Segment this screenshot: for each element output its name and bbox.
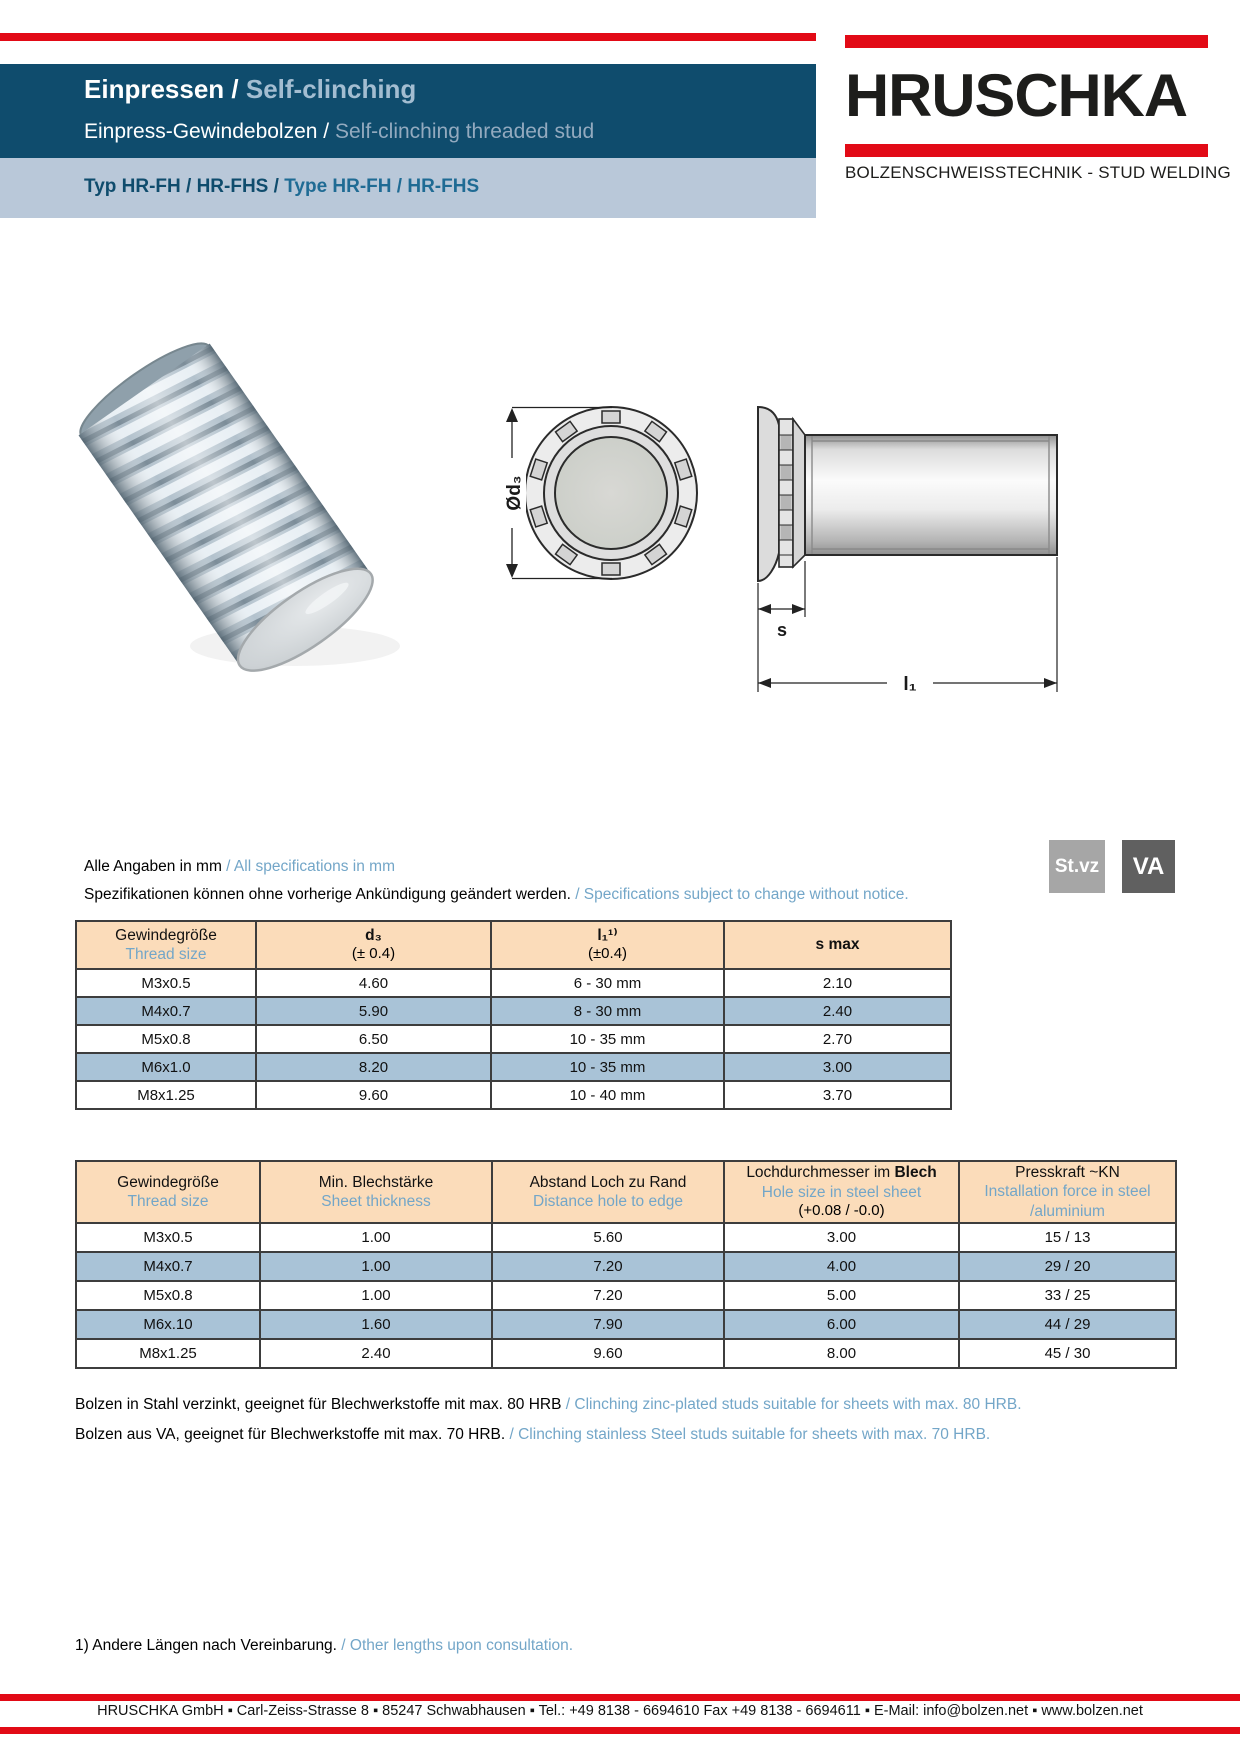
table-row: M8x1.25 2.40 9.60 8.00 45 / 30 (76, 1339, 1176, 1368)
stud-top-view-drawing (460, 340, 720, 640)
header-sheet-thickness: Min. Blechstärke Sheet thickness (260, 1161, 492, 1223)
table-row: M4x0.7 5.90 8 - 30 mm 2.40 (76, 997, 951, 1025)
logo-bar-top (845, 35, 1208, 48)
badge-stainless-steel: VA (1122, 840, 1175, 893)
header-thread-size: Gewindegröße Thread size (76, 1161, 260, 1223)
table-row: M3x0.5 1.00 5.60 3.00 15 / 13 (76, 1223, 1176, 1252)
dim-label-l1: l₁ (903, 674, 917, 695)
dimensions-table-header-row (76, 921, 951, 969)
page-title-en: Self-clinching (238, 74, 417, 104)
spec-note-line-2: Spezifikationen können ohne vorherige Ankündigung geändert werden. / Specifications subject to change without notice. (84, 886, 909, 903)
page-title (84, 74, 416, 105)
stud-photo (60, 330, 420, 695)
table-row: M5x0.8 6.50 10 - 35 mm 2.70 (76, 1025, 951, 1053)
header-band-light (0, 158, 816, 218)
table-row: M4x0.7 1.00 7.20 4.00 29 / 20 (76, 1252, 1176, 1281)
knurl-column (779, 419, 793, 567)
header-l1: l₁¹⁾ (±0.4) (491, 921, 724, 969)
type-line-en: Type HR-FH / HR-FHS (278, 176, 480, 197)
type-line (84, 176, 479, 198)
header-distance-hole-to-edge: Abstand Loch zu Rand Distance hole to edge (492, 1161, 724, 1223)
table-row: M6x1.0 8.20 10 - 35 mm 3.00 (76, 1053, 951, 1081)
dimensions-table (75, 920, 952, 1110)
table-row: M8x1.25 9.60 10 - 40 mm 3.70 (76, 1081, 951, 1109)
header-band-dark (0, 64, 816, 158)
stud-core-outline (555, 437, 667, 549)
dim-label-s: s (776, 620, 788, 640)
stud-neck (793, 419, 805, 567)
dim-label-d3: Ød₃ (504, 475, 525, 511)
top-red-strip (0, 33, 816, 41)
stud-shank (805, 435, 1057, 555)
table-row: M5x0.8 1.00 7.20 5.00 33 / 25 (76, 1281, 1176, 1310)
badge-zinc-plated-steel: St.vz (1049, 840, 1105, 893)
footer-bar-bottom (0, 1727, 1240, 1734)
footnote: 1) Andere Längen nach Vereinbarung. / Other lengths upon consultation. (75, 1637, 574, 1654)
stud-side-view-drawing (735, 395, 1215, 695)
header-thread-size: Gewindegröße Thread size (76, 921, 256, 969)
table-row: M3x0.5 4.60 6 - 30 mm 2.10 (76, 969, 951, 997)
header-s-max: s max (724, 921, 951, 969)
dimension-l1-lines (758, 557, 1057, 692)
logo-tagline: BOLZENSCHWEISSTECHNIK - STUD WELDING (845, 163, 1231, 182)
material-note-line-1: Bolzen in Stahl verzinkt, geeignet für Blechwerkstoffe mit max. 80 HRB / Clinching zinc-plated studs suitable for sheets with max. 80 HRB. (75, 1396, 1022, 1413)
clinching-data-table (75, 1160, 1177, 1369)
arrow-up (506, 408, 518, 422)
header-installation-force: Presskraft ~KN Installation force in steel /aluminium (959, 1161, 1176, 1223)
table-row: M6x.10 1.60 7.90 6.00 44 / 29 (76, 1310, 1176, 1339)
page-subtitle-de: Einpress-Gewindebolzen / (84, 120, 330, 143)
header-hole-size: Lochdurchmesser im Blech Hole size in steel sheet (+0.08 / -0.0) (724, 1161, 959, 1223)
header-d3: d₃ (± 0.4) (256, 921, 491, 969)
logo-bar-bottom (845, 144, 1208, 157)
stud-head-profile (758, 407, 779, 581)
clinching-table-header-row (76, 1161, 1176, 1223)
arrow-down (506, 564, 518, 578)
spec-note-line-1: Alle Angaben in mm / All specifications in mm (84, 858, 396, 875)
type-line-de: Typ HR-FH / HR-FHS / (84, 176, 279, 197)
page-subtitle (84, 120, 594, 144)
footer-contact: HRUSCHKA GmbH ▪ Carl-Zeiss-Strasse 8 ▪ 85247 Schwabhausen ▪ Tel.: +49 8138 - 6694610 Fax +49 8138 - 6694611 ▪ E-Mail: info@bolzen.net ▪ www.bolzen.net (97, 1703, 1143, 1719)
logo-name: HRUSCHKA (845, 62, 1188, 129)
page-subtitle-en: Self-clinching threaded stud (329, 120, 595, 143)
footer-bar-top (0, 1694, 1240, 1701)
material-note-line-2: Bolzen aus VA, geeignet für Blechwerkstoffe mit max. 70 HRB. / Clinching stainless Steel studs suitable for sheets with max. 70 HRB. (75, 1426, 991, 1443)
page-title-de: Einpressen / (84, 74, 239, 104)
brand-logo (845, 35, 1231, 183)
